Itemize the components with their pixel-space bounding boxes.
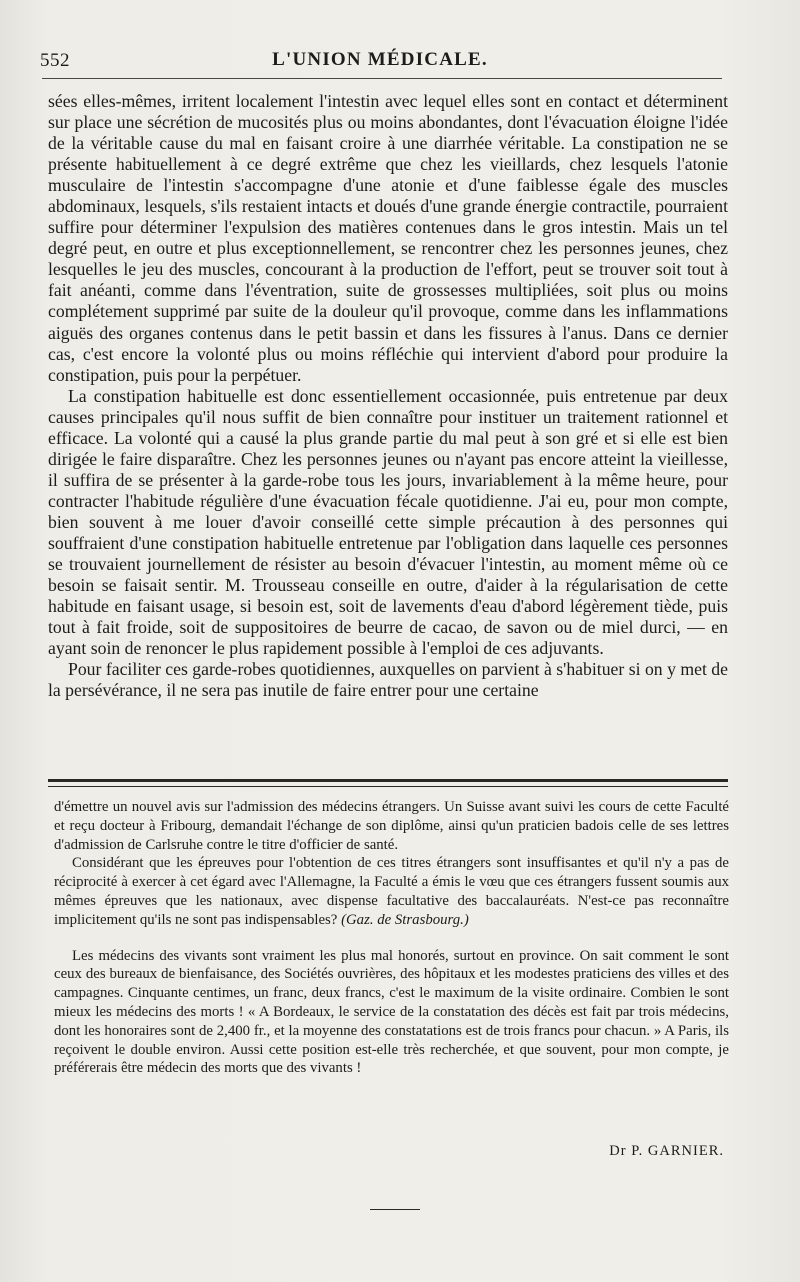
- main-text: [48, 91, 728, 701]
- page-header: [40, 46, 720, 76]
- header-rule: [42, 78, 722, 79]
- note-paragraph-2-text: Considérant que les épreuves pour l'obtention de ces titres étrangers sont insuffisantes et qu'il n'y a pas de réciprocité à exercer à cet égard avec l'Allemagne, la Faculté a émis le vœu que ces étrangers fussent soumis aux mêmes épreuves que les nationaux, avec dispense facultative des baccalauréats. N'est-ce pas reconnaître implicitement qu'ils ne sont pas indispensables?: [54, 855, 729, 928]
- page-number: 552: [40, 50, 70, 71]
- author-signature: Dr P. GARNIER.: [609, 1143, 724, 1159]
- footnote-separator: [48, 779, 728, 787]
- note-paragraph-1: d'émettre un nouvel avis sur l'admission des médecins étrangers. Un Suisse avant suivi les cours de cette Faculté et reçu docteur à Fribourg, demandait l'échange de son diplôme, ainsi qu'un praticien badois celle de ses lettres d'admission de Carlsruhe contre le titre d'officier de santé.: [54, 799, 729, 853]
- note-citation: (Gaz. de Strasbourg.): [341, 911, 469, 928]
- main-paragraph-1: sées elles-mêmes, irritent localement l'intestin avec lequel elles sont en contact et déterminent sur place une sécrétion de mucosités plus ou moins abondantes, dont l'évacuation éloigne l'idée de la véritable cause du mal en faisant croire à une diarrhée véritable. La constipation ne se présente habituellement à ce degré extrême que chez les vieillards, chez lesquels l'atonie musculaire de l'intestin s'accompagne d'une atonie et d'une faiblesse égale des muscles abdominaux, lesquels, s'ils restaient intacts et doués d'une grande énergie contractile, pourraient suffire pour déterminer l'expulsion des matières contenues dans le gros intestin. Mais un tel degré peut, en outre et plus exceptionnellement, se rencontrer chez les personnes jeunes, chez lesquelles le jeu des muscles, concourant à la production de l'effort, peut se trouver soit tout à fait anéanti, comme dans l'éventration, suite de grossesses multipliées, soit plus ou moins complétement supprimé par suite de la douleur qu'il provoque, comme dans les inflammations aiguës des organes contenus dans le petit bassin et dans les fissures à l'anus. Dans ce dernier cas, c'est encore la volonté plus ou moins réfléchie qui intervient d'abord pour produire la constipation, puis pour la perpétuer.: [48, 91, 728, 385]
- end-rule: [370, 1209, 420, 1210]
- note-paragraph-3: Les médecins des vivants sont vraiment les plus mal honorés, surtout en province. On sait comment le sont ceux des bureaux de bienfaisance, des Sociétés ouvrières, des hôpitaux et les modestes praticiens des villes et des campagnes. Cinquante centimes, un franc, deux francs, c'est le maximum de la visite ordinaire. Combien le sont mieux les médecins des morts ! « A Bordeaux, le service de la constatation des décès est fait par trois médecins, dont les honoraires sont de 2,400 fr., et la moyenne des constatations est de trois francs pour chacun. » A Paris, ils reçoivent le double environ. Aussi cette position est-elle très recherchée, et que souvent, pour mon compte, je préférerais être médecin des morts que des vivants !: [54, 947, 729, 1077]
- main-paragraph-2: La constipation habituelle est donc essentiellement occasionnée, puis entretenue par deux causes principales qu'il nous suffit de bien connaître pour instituer un traitement rationnel et efficace. La volonté qui a causé la plus grande partie du mal peut à son gré et si elle est bien dirigée le faire disparaître. Chez les personnes jeunes ou n'ayant pas encore atteint la vieillesse, il suffira de se présenter à la garde-robe tous les jours, invariablement à la même heure, pour contracter l'habitude régulière d'une évacuation fécale quotidienne. J'ai eu, pour mon compte, bien souvent à me louer d'avoir conseillé cette simple précaution à des personnes qui souffraient d'une constipation habituelle entretenue par l'obligation dans laquelle ces personnes se trouvaient journellement de résister au besoin d'évacuer l'intestin, au moment même où ce besoin se faisait sentir. M. Trousseau conseille en outre, d'aider à la régularisation de cette habitude en faisant usage, si besoin est, soit de lavements d'eau d'abord légèrement tiède, puis tout à fait froide, soit de suppositoires de beurre de cacao, de savon ou de miel durci, — en ayant soin de renoncer le plus rapidement possible à l'emploi de ces adjuvants.: [48, 385, 728, 659]
- running-title: L'UNION MÉDICALE.: [272, 49, 488, 70]
- note-paragraph-2: [54, 854, 729, 929]
- feuilleton-notes: [54, 798, 729, 1078]
- main-paragraph-3: Pour faciliter ces garde-robes quotidiennes, auxquelles on parvient à s'habituer si on y met de la persévérance, il ne sera pas inutile de faire entrer pour une certaine: [48, 659, 728, 701]
